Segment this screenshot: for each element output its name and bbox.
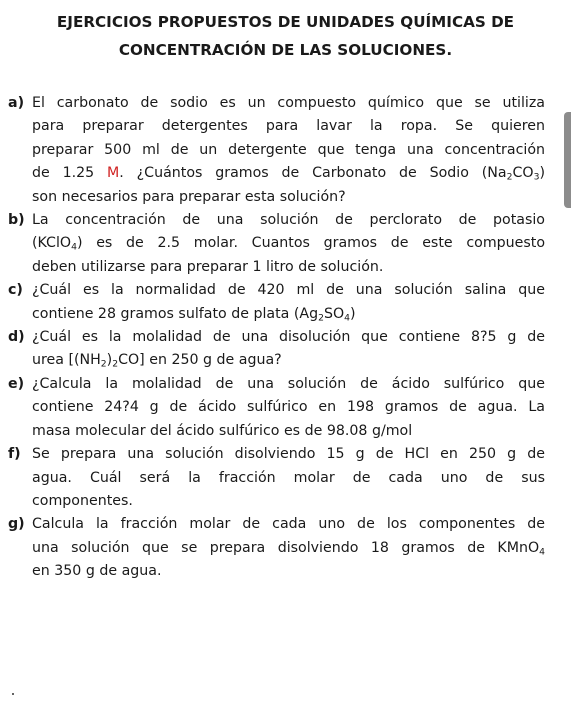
exercise-letter: a): [8, 95, 25, 111]
exercise-text-line: agua. Cuál será la fracción molar de cada uno de sus: [32, 469, 545, 486]
exercise-letter: g): [8, 516, 25, 533]
exercise-b: [8, 209, 545, 279]
exercise-g: [8, 513, 545, 583]
exercise-letter: b): [8, 212, 25, 229]
exercise-text-line: de 1.25 M. ¿Cuántos gramos de Carbonato de Sodio $(Na_2CO_3)$: [32, 165, 545, 183]
exercise-text-line: son necesarios para preparar esta solución?: [32, 188, 346, 205]
page-title: [0, 8, 571, 64]
exercise-letter: c): [8, 282, 23, 299]
exercise-text-line: una solución que se prepara disolviendo 18 gramos de KMnO$_4$: [32, 539, 545, 558]
exercise-text-line: componentes.: [32, 492, 133, 509]
exercise-text-line: deben utilizarse para preparar 1 litro de solución.: [32, 258, 384, 275]
exercise-text-line: urea $[(NH_2)_2CO]$ en 250 g de agua?: [32, 352, 282, 370]
exercise-text-line: Se prepara una solución disolviendo 15 g de HCl en 250 g de: [32, 446, 545, 463]
exercise-text-line: para preparar detergentes para lavar la ropa. Se quieren: [32, 118, 545, 135]
exercise-text-line: masa molecular del ácido sulfúrico es de 98.08 g/mol: [32, 422, 413, 439]
exercise-text-line: contiene 28 gramos sulfato de plata $(Ag_2SO_4)$: [32, 305, 356, 323]
exercise-text-line: (KClO$_4$) es de 2.5 molar. Cuantos gramos de este compuesto: [32, 235, 545, 253]
exercise-text-line: La concentración de una solución de perclorato de potasio: [32, 212, 545, 229]
exercise-a: [8, 92, 545, 209]
exercise-text-line: Calcula la fracción molar de cada uno de los componentes de: [32, 516, 545, 533]
exercise-letter: e): [8, 375, 25, 392]
exercise-list: [8, 92, 545, 584]
exercise-f: [8, 443, 545, 513]
title-line-2: CONCENTRACIÓN DE LAS SOLUCIONES.: [118, 41, 453, 59]
exercise-text-line: ¿Cuál es la normalidad de 420 ml de una solución salina que: [32, 282, 545, 299]
exercise-text-line: en 350 g de agua.: [32, 563, 162, 580]
exercise-letter: d): [8, 329, 25, 346]
scrollbar-thumb[interactable]: [564, 112, 571, 208]
exercise-text-line: El carbonato de sodio es un compuesto químico que se utiliza: [32, 95, 545, 111]
exercise-text-line: ¿Cuál es la molalidad de una disolución que contiene 8?5 g de: [32, 329, 545, 346]
molarity-unit: M: [107, 165, 120, 182]
exercise-text-line: ¿Calcula la molalidad de una solución de ácido sulfúrico que: [32, 375, 545, 392]
exercise-text-line: contiene 24?4 g de ácido sulfúrico en 198 gramos de agua. La: [32, 399, 545, 416]
exercise-c: [8, 279, 545, 326]
exercise-letter: f): [8, 446, 21, 463]
stray-dot: [12, 693, 14, 695]
exercise-text-line: preparar 500 ml de un detergente que tenga una concentración: [32, 141, 545, 158]
title-line-1: EJERCICIOS PROPUESTOS DE UNIDADES QUÍMICAS DE: [56, 13, 515, 31]
exercise-e: [8, 373, 545, 443]
exercise-d: [8, 326, 545, 373]
